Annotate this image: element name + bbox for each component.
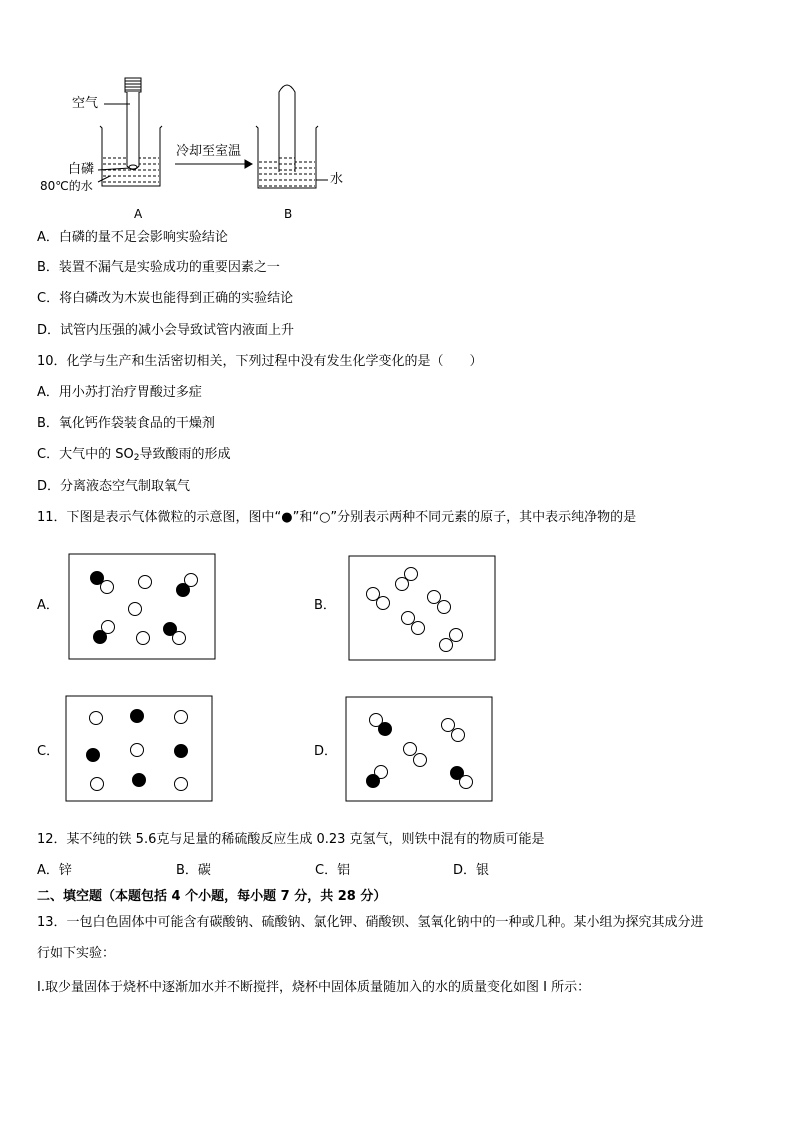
label-a: A <box>134 207 143 221</box>
arrow-label: 冷却至室温 <box>176 144 242 159</box>
q12-option-b: B．碳 <box>176 863 211 878</box>
q10-option-a: A．用小苏打治疗胃酸过多症 <box>37 385 202 400</box>
air-label: 空气 <box>72 96 99 111</box>
q12-option-c: C．铝 <box>315 863 351 878</box>
q10-option-c-tail: 导致酸雨的形成 <box>139 447 231 462</box>
box-a-particles <box>91 572 198 645</box>
q9-option-a: A．白磷的量不足会影响实验结论 <box>37 230 228 245</box>
q12-stem: 12．某不纯的铁 5.6克与足量的稀硫酸反应生成 0.23 克氢气，则铁中混有的物质可能是 <box>37 832 545 847</box>
section-title: 二、填空题（本题包括 4 个小题，每小题 7 分，共 28 分） <box>37 889 387 904</box>
q10-stem: 10．化学与生产和生活密切相关，下列过程中没有发生化学变化的是（ ） <box>37 354 483 369</box>
so2-formula: SO <box>115 447 134 462</box>
q11-label-d: D． <box>314 744 338 759</box>
box-c-particles <box>87 710 188 791</box>
q13-line2: 行如下实验： <box>37 946 116 961</box>
q12-option-d: D．银 <box>453 863 490 878</box>
q10-option-c-prefix: C．大气中的 <box>37 447 116 462</box>
q9-option-d: D．试管内压强的减小会导致试管内液面上升 <box>37 323 295 338</box>
q12-option-a: A．锌 <box>37 863 72 878</box>
q10-option-b: B．氧化钙作袋装食品的干燥剂 <box>37 416 215 431</box>
label-b: B <box>284 207 293 221</box>
water-label: 水 <box>330 172 344 187</box>
q13-line1: 13．一包白色固体中可能含有碳酸钠、硫酸钠、氯化钾、硝酸钡、氢氧化钠中的一种或几种。某小组为探究其成分进 <box>37 915 704 930</box>
water80-label: 80℃的水 <box>40 179 93 193</box>
q11-label-b: B． <box>314 598 336 613</box>
q9-option-b: B．装置不漏气是实验成功的重要因素之一 <box>37 260 280 275</box>
box-d-particles <box>367 714 473 789</box>
q11-stem: 11．下图是表示气体微粒的示意图，图中“●”和“○”分别表示两种不同元素的原子，其中表示纯净物的是 <box>37 510 637 525</box>
q10-option-d: D．分离液态空气制取氧气 <box>37 479 191 494</box>
box-b-particles <box>367 568 463 652</box>
q9-option-c: C．将白磷改为木炭也能得到正确的实验结论 <box>37 291 294 306</box>
q11-label-c: C． <box>37 744 60 759</box>
q13-line3: I.取少量固体于烧杯中逐渐加水并不断搅拌，烧杯中固体质量随加入的水的质量变化如图 I 所示： <box>37 980 591 995</box>
box-b <box>349 556 495 660</box>
so2-subscript: 2 <box>133 453 140 463</box>
q11-label-a: A． <box>37 598 59 613</box>
phosphorus-label: 白磷 <box>68 162 95 177</box>
